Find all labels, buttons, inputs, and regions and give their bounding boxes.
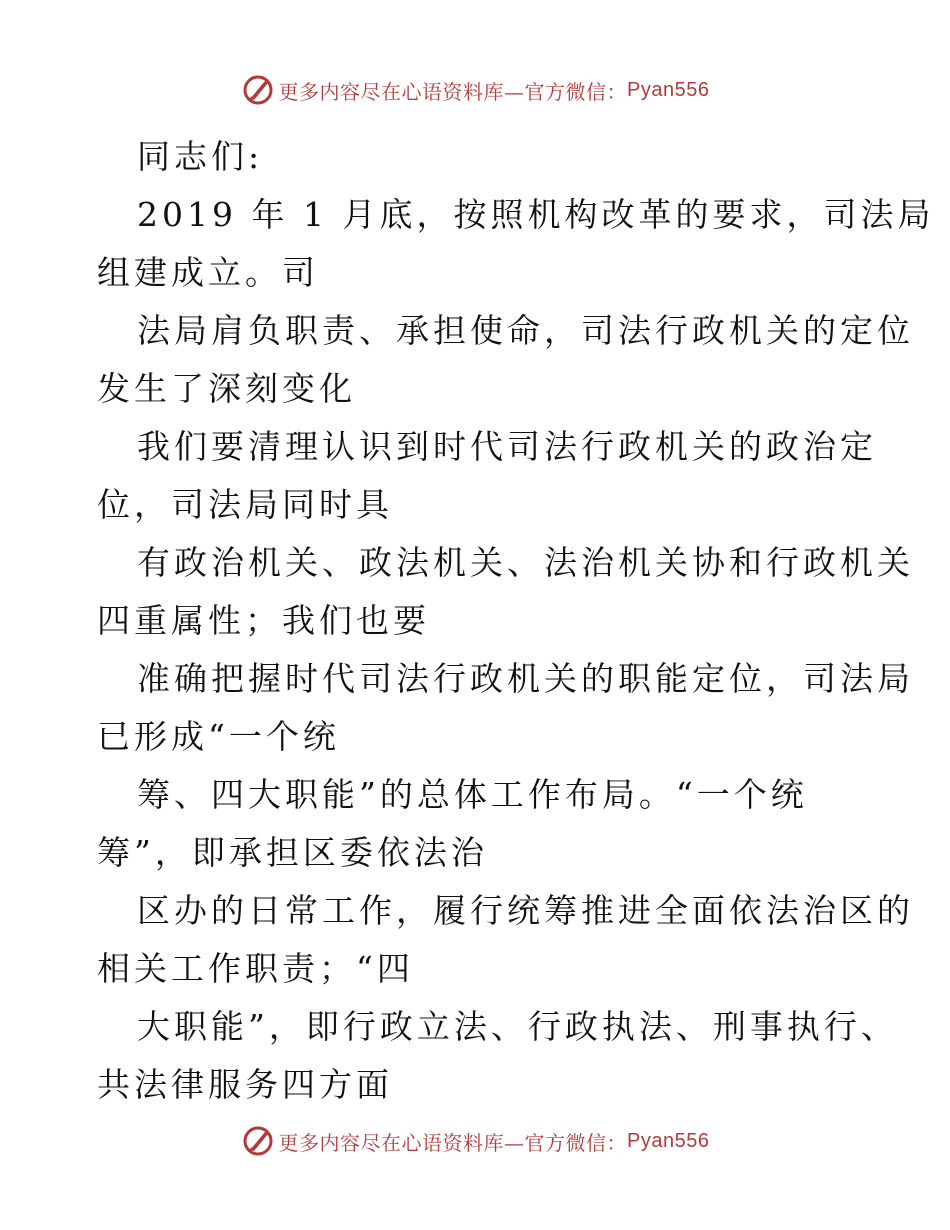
paragraph-line: 准确把握时代司法行政机关的职能定位，司法局 bbox=[137, 659, 914, 698]
paragraph-line: 共法律服务四方面 bbox=[97, 1065, 393, 1104]
paragraph-line: 大职能”，即行政立法、行政执法、刑事执行、 bbox=[137, 1007, 898, 1046]
paragraph-line: 组建成立。司 bbox=[97, 253, 319, 292]
paragraph-line: 四重属性；我们也要 bbox=[97, 601, 430, 640]
paragraph-line: 发生了深刻变化 bbox=[97, 369, 356, 408]
paragraph-line: 相关工作职责；“四 bbox=[97, 949, 414, 988]
paragraph-line: 有政治机关、政法机关、法治机关协和行政机关 bbox=[137, 543, 914, 582]
document-body bbox=[97, 128, 935, 1114]
watermark-account: Pyan556 bbox=[627, 78, 710, 101]
paragraph-line: 我们要清理认识到时代司法行政机关的政治定 bbox=[137, 427, 877, 466]
paragraph-line: 筹”，即承担区委依法治 bbox=[97, 833, 488, 872]
watermark-text: 更多内容尽在心语资料库—官方微信： bbox=[278, 79, 628, 104]
watermark-text: 更多内容尽在心语资料库—官方微信： bbox=[278, 1130, 628, 1155]
footer-watermark bbox=[0, 1124, 950, 1158]
header-watermark bbox=[0, 73, 950, 107]
quill-logo-icon bbox=[241, 1124, 275, 1158]
quill-logo-icon bbox=[241, 73, 275, 107]
paragraph-line: 筹、四大职能”的总体工作布局。“一个统 bbox=[137, 775, 808, 814]
paragraph-line: 位，司法局同时具 bbox=[97, 485, 393, 524]
paragraph-line: 2019 年 1 月底，按照机构改革的要求，司法局 bbox=[137, 195, 935, 234]
watermark-account: Pyan556 bbox=[627, 1129, 710, 1152]
paragraph-line: 已形成“一个统 bbox=[97, 717, 340, 756]
paragraph-line: 法局肩负职责、承担使命，司法行政机关的定位 bbox=[137, 311, 914, 350]
salutation: 同志们: bbox=[137, 137, 264, 176]
paragraph-line: 区办的日常工作，履行统筹推进全面依法治区的 bbox=[137, 891, 914, 930]
